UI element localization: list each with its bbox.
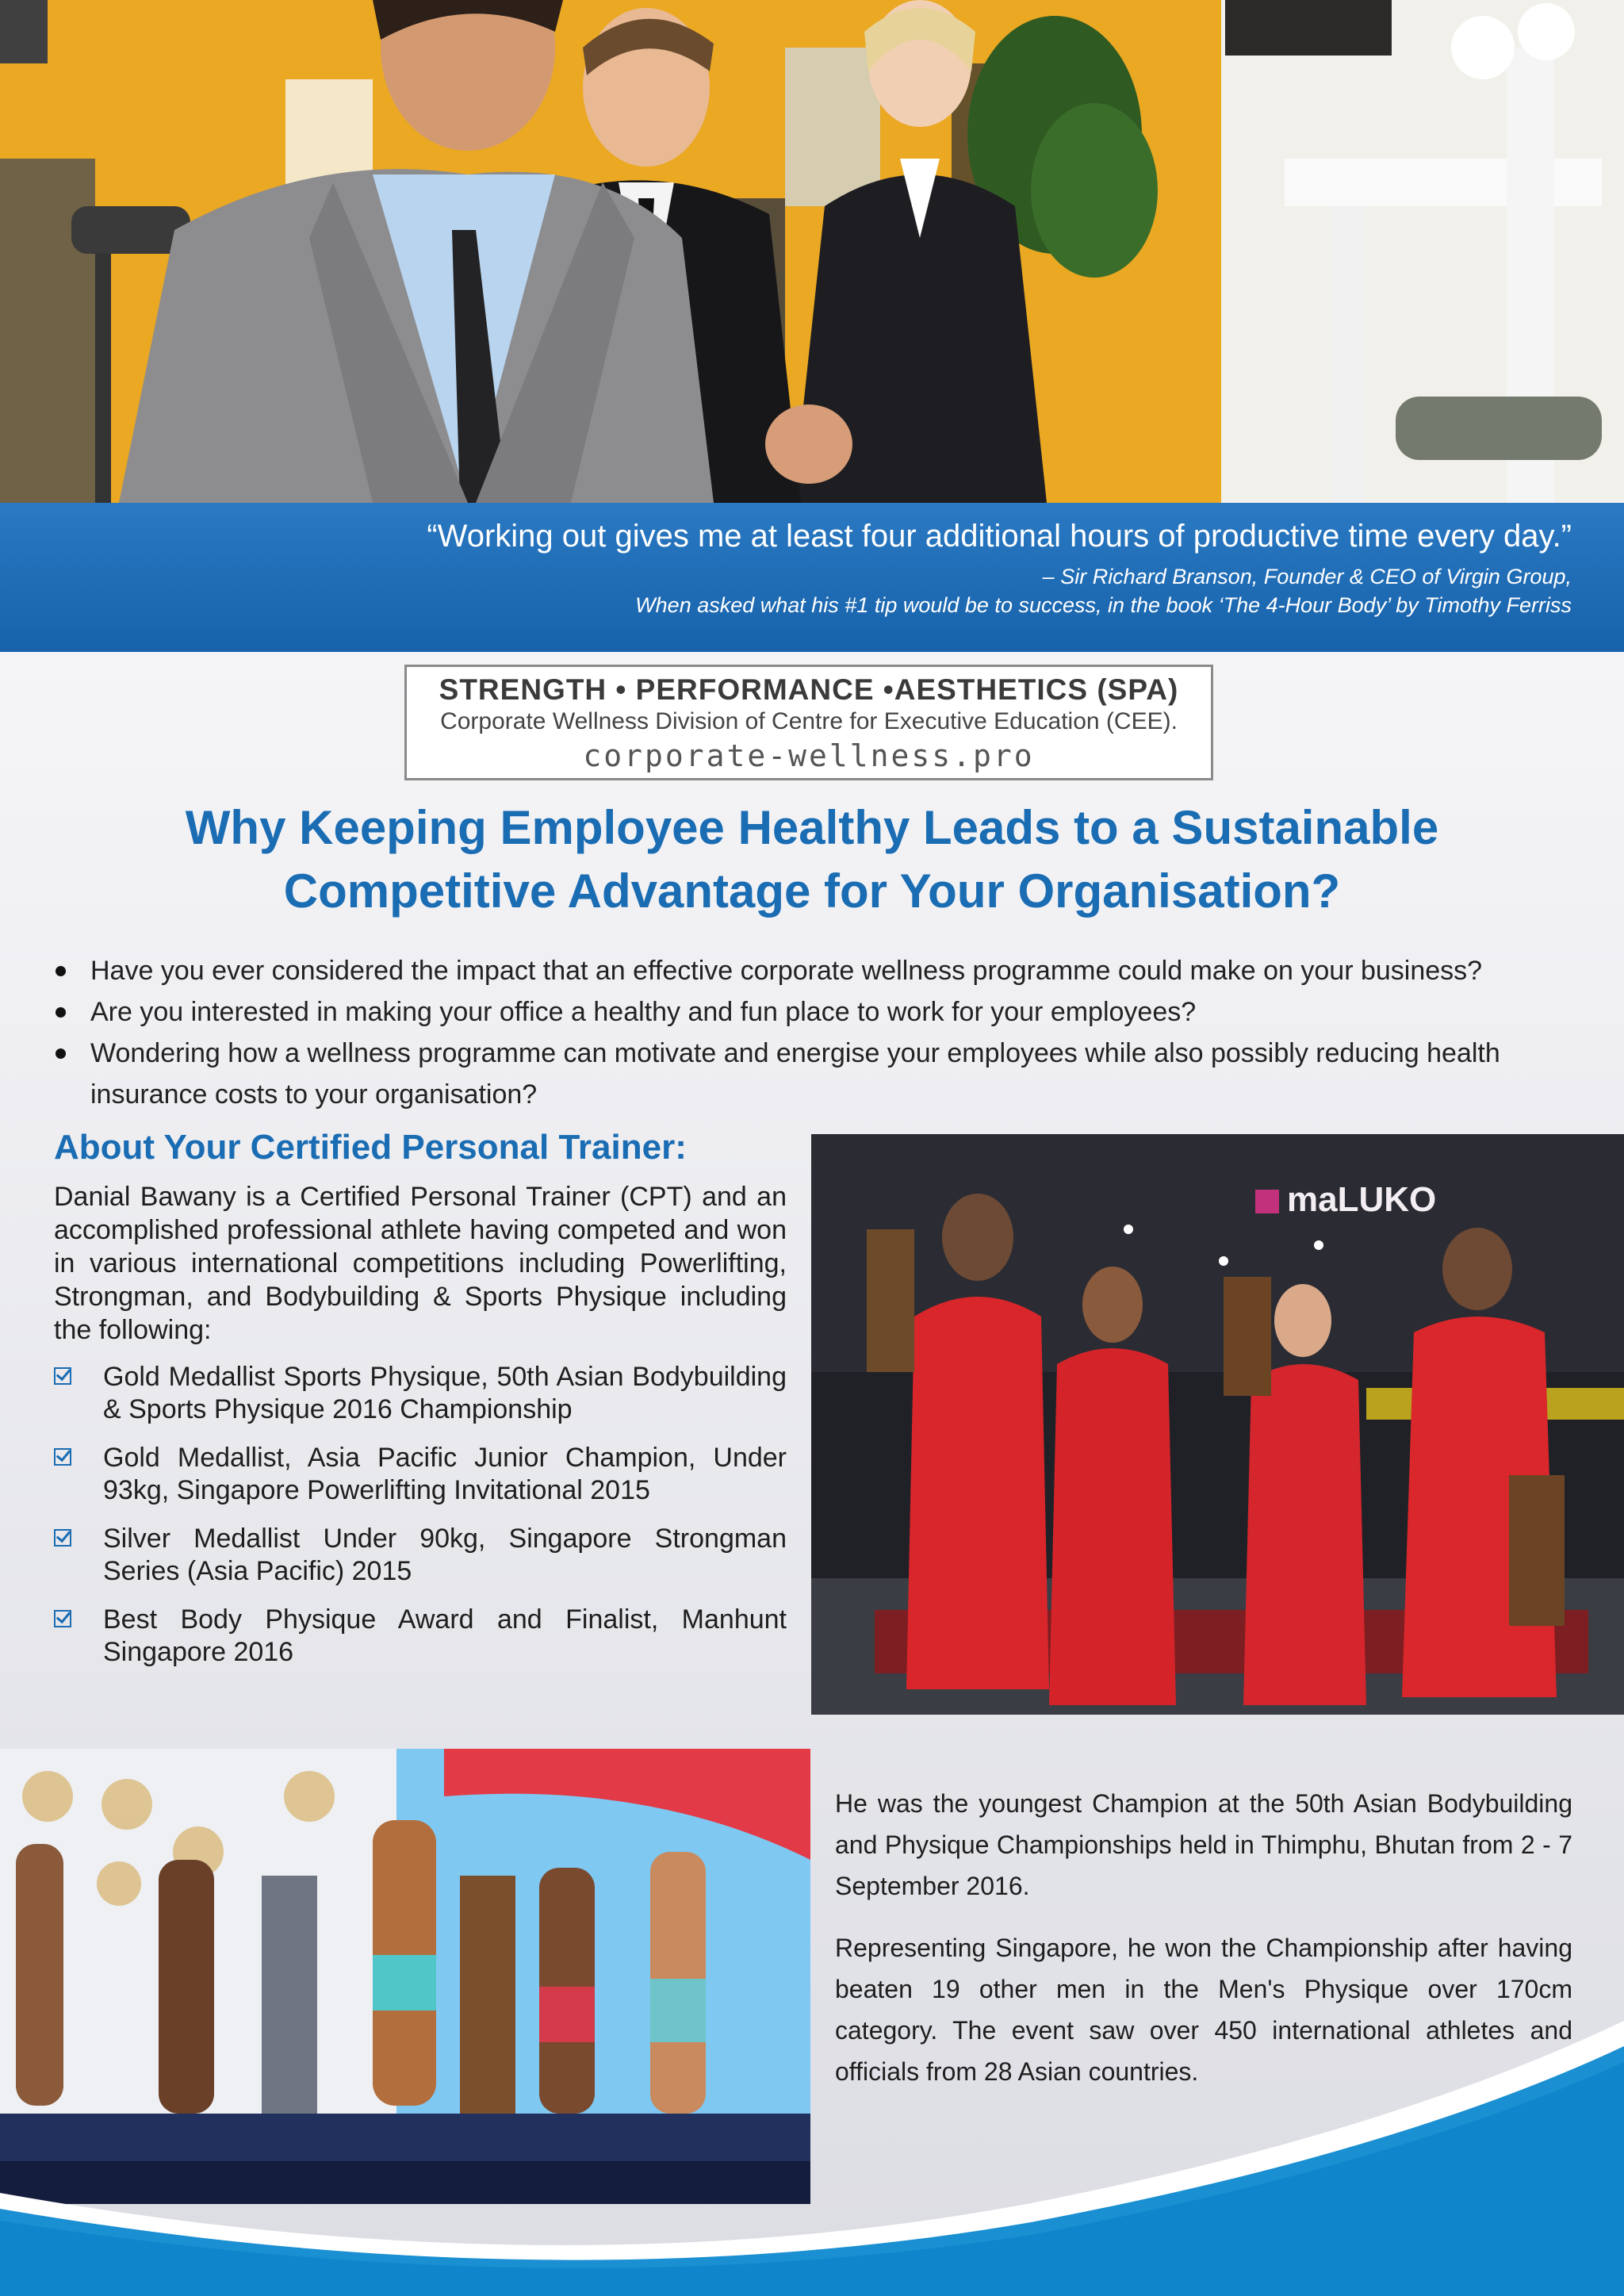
brand-box — [404, 665, 1213, 780]
quote-text: “Working out gives me at least four additional hours of productive time every day.” — [427, 519, 1572, 554]
gym-sign: maLUKO — [1287, 1180, 1437, 1219]
award-text: Silver Medallist Under 90kg, Singapore Strongman Series (Asia Pacific) 2015 — [103, 1524, 787, 1586]
hero-photo — [0, 0, 1624, 503]
list-item: Wondering how a wellness programme can motivate and energise your employees while also possibly reducing health insurance costs to your organisation? — [52, 1033, 1567, 1115]
quote-attribution: – Sir Richard Branson, Founder & CEO of Virgin Group, — [1042, 565, 1572, 588]
award-item — [54, 1361, 787, 1426]
list-item: Have you ever considered the impact that an effective corporate wellness programme could make on your business? — [52, 950, 1567, 991]
award-list — [54, 1361, 787, 1685]
checkbox-icon — [54, 1448, 71, 1466]
story-paragraph: Representing Singapore, he won the Championship after having beaten 19 other men in the Men's Physique over 170cm category. The event saw over 450 international athletes and officials from 28 Asian countries. — [835, 1934, 1572, 2086]
checkbox-icon — [54, 1610, 71, 1627]
brand-url[interactable]: corporate-wellness.pro — [583, 738, 1035, 773]
award-item — [54, 1523, 787, 1588]
list-item: Are you interested in making your office a healthy and fun place to work for your employees? — [52, 991, 1567, 1033]
team-photo — [811, 1134, 1624, 1715]
quote-banner — [0, 503, 1624, 652]
quote-context: When asked what his #1 tip would be to success, in the book ‘The 4-Hour Body’ by Timothy Ferriss — [635, 593, 1572, 617]
page-title-line-2: Competitive Advantage for Your Organisation? — [283, 864, 1341, 918]
page-title — [79, 796, 1545, 923]
brand-title: STRENGTH • PERFORMANCE •AESTHETICS (SPA) — [439, 673, 1179, 706]
footer-wave — [0, 2014, 1624, 2296]
award-text: Gold Medallist, Asia Pacific Junior Champion, Under 93kg, Singapore Powerlifting Invitational 2015 — [103, 1443, 787, 1505]
checkbox-icon — [54, 1367, 71, 1385]
award-item — [54, 1442, 787, 1507]
page-title-line-1: Why Keeping Employee Healthy Leads to a Sustainable — [185, 801, 1439, 854]
checkbox-icon — [54, 1529, 71, 1547]
story-paragraph: He was the youngest Champion at the 50th Asian Bodybuilding and Physique Championships held in Thimphu, Bhutan from 2 - 7 September 2016. — [835, 1789, 1572, 1900]
question-list — [52, 950, 1567, 1115]
award-item — [54, 1604, 787, 1669]
award-text: Best Body Physique Award and Finalist, Manhunt Singapore 2016 — [103, 1604, 787, 1667]
trainer-intro: Danial Bawany is a Certified Personal Trainer (CPT) and an accomplished professional athlete having competed and won in various international competitions including Powerlifting, Strongman, and Bodybuilding & Sports Physique including the following: — [54, 1182, 787, 1345]
brand-subtitle: Corporate Wellness Division of Centre for Executive Education (CEE). — [440, 708, 1178, 734]
award-text: Gold Medallist Sports Physique, 50th Asian Bodybuilding & Sports Physique 2016 Championship — [103, 1362, 787, 1424]
trainer-heading: About Your Certified Personal Trainer: — [54, 1128, 687, 1167]
